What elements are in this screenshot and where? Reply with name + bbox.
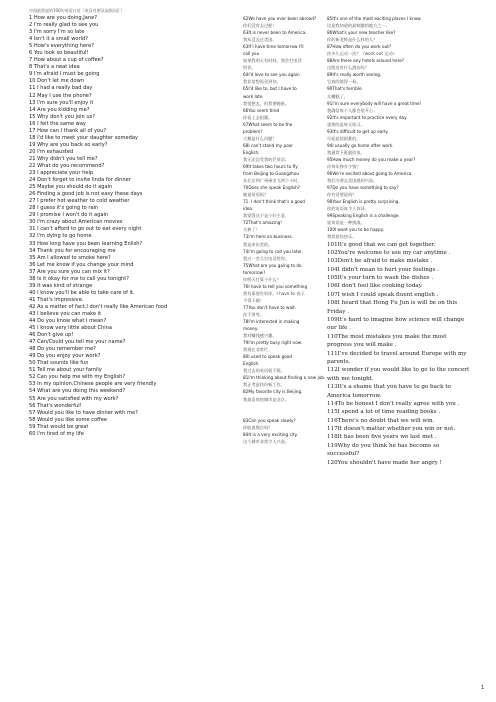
text-line: successful? — [327, 451, 360, 458]
text-line: 85It's one of the most exciting places I know. — [327, 16, 422, 21]
text-line: 给你。 — [243, 65, 256, 71]
text-line: 92It's important to practice every day. — [327, 114, 408, 120]
text-line: 8 That's a neat idea — [29, 64, 80, 71]
text-line: English. — [243, 149, 260, 155]
text-line: 29 I promise I won't do it again — [29, 212, 109, 219]
text-line: 它真的值得一看。 — [327, 79, 361, 85]
page-number: 1 — [481, 685, 485, 691]
text-line: 38 Is it okay for me to call you tonight? — [29, 275, 129, 282]
text-line: 4 Isn't it a small world? — [29, 36, 88, 43]
text-line: 71. I don't think that's a good — [243, 199, 305, 205]
text-line: 太糟糕了。 — [327, 93, 348, 99]
text-line: 108I heard that Hong Fu Jun is will be on this — [327, 300, 458, 307]
text-line: 48 Do you remember me? — [29, 346, 96, 353]
text-line: 76I have to tell you something — [243, 283, 308, 289]
text-line: 你的英语真令人惊讶。 — [327, 206, 369, 212]
text-line: 我对赚钱感兴趣。 — [243, 333, 277, 339]
text-line: 我正考虑找份新工作。 — [243, 382, 285, 388]
text-line: 37 Are you sure you can mix it? — [29, 268, 110, 275]
text-line: 太棒了！ — [243, 227, 260, 233]
text-line: 33 How long have you been learning Enlish? — [29, 240, 143, 247]
text-line: 19 Why are you back so early? — [29, 141, 108, 148]
text-line: 5 How's everything here? — [29, 43, 94, 50]
text-line: 我最喜欢的城市是北京。 — [243, 396, 290, 402]
text-line: progress you will make . — [327, 342, 397, 349]
text-line: 95How much money do you make a year? — [327, 156, 416, 162]
text-line: 她说英语吗？ — [243, 192, 269, 198]
text-line: 17 How can I thank all of you? — [29, 127, 107, 134]
text-line: 我非常想再见到你。 — [243, 79, 281, 85]
text-line: with me tonight. — [327, 375, 374, 382]
text-line: 109It's hard to imagine how science will change — [327, 317, 465, 324]
text-line: 115I spend a lot of time reading books . — [327, 409, 441, 416]
text-line: 36 Let me know if you change your mind — [29, 261, 134, 268]
text-line: 78I'm interested in making — [243, 319, 300, 325]
text-line: parents. — [327, 358, 351, 365]
text-line: money. — [243, 326, 259, 332]
text-line: 你的新老师是什么样的人？ — [327, 37, 378, 43]
text-line: 118It has been five years we last met . — [327, 434, 437, 441]
text-line: 67What seem to be the — [243, 121, 293, 127]
text-line: 这附近有什么酒店吗？ — [327, 65, 369, 71]
text-line: 46 Don't give up! — [29, 332, 74, 339]
text-line: 你能说慢点吗？ — [243, 424, 273, 430]
text-line: 102You're welcome to use my car anytime . — [327, 249, 451, 256]
text-line: 15 Why don't you join us? — [29, 113, 95, 120]
text-line: 30 I'm crazy about American movies — [29, 219, 123, 226]
text-line: 45 I know very little about China — [29, 325, 113, 332]
text-line: 120You shouldn't have made her angry ! — [327, 459, 442, 466]
text-line: 116There's no doubt that we will win. — [327, 417, 435, 424]
text-line: 86What's your new teacher like? — [327, 30, 396, 36]
text-line: 23 I appreciate your help — [29, 170, 94, 177]
text-line: 91I'm sure everybody will have a great time! — [327, 100, 422, 106]
text-line: 我通常下班就回家。 — [327, 149, 365, 155]
text-line: 110The most mistakes you make the most — [327, 333, 447, 340]
text-line: 43 I believe you can make it — [29, 310, 102, 317]
text-line: 7 How about a cup of coffee? — [29, 57, 104, 64]
text-line: 2 I'm really glad to see you — [29, 22, 99, 29]
text-line: 113It's a shame that you have to go back to — [327, 384, 451, 391]
text-line: 51 Tell me about your family — [29, 367, 102, 374]
text-line: 1 How are you doing,Jane? — [29, 15, 97, 21]
text-line: 93It's difficult to get up early. — [327, 128, 389, 134]
text-line: 54 What are you doing this weekend? — [29, 388, 126, 395]
text-line: 我是来出差的。 — [243, 241, 273, 247]
text-line: 16 I felt the same way — [29, 120, 86, 127]
text-line: 83Can you speak slowly? — [243, 417, 296, 423]
text-line: idea. — [243, 206, 254, 212]
text-line: 72That's amazing! — [243, 220, 282, 226]
text-line: 31 I can't afford to go out to eat every night — [29, 226, 142, 233]
text-line: 39 It was kind of strange — [29, 282, 93, 289]
page-header: 中国最常说的100句英语口语（英汉对照及高频词汇） — [29, 8, 125, 13]
text-line: call you — [243, 51, 260, 57]
text-line: 68I can't stand my poor — [243, 142, 293, 148]
text-line: America tomorrow. — [327, 392, 382, 399]
text-line: 我无法忍受我的烂英语。 — [243, 156, 290, 162]
text-line: 60 I'm tired of my life — [29, 430, 84, 437]
text-line: 88Are there any hotels around here? — [327, 58, 404, 64]
text-line: 77You don't have to wait. — [243, 304, 297, 310]
text-line: 53 In my opinion,Chinese people are very friendly — [29, 381, 157, 388]
text-line: 这个城市非常令人兴奋。 — [243, 438, 290, 444]
text-line: 49 Do you enjoy your work? — [29, 353, 101, 360]
text-line: 22 What do you recommend? — [29, 162, 105, 169]
text-line: tomorrow? — [243, 269, 266, 275]
text-line: 41 That's impressive. — [29, 296, 84, 303]
text-line: 如果我明天有时间，我会打电话 — [243, 58, 302, 64]
text-line — [243, 403, 317, 410]
text-line: 我过去的英语很不错。 — [243, 368, 285, 374]
text-line: 我觉得这不是个好主意。 — [243, 213, 290, 219]
text-line: 98Your English is pretty surprising. — [327, 199, 400, 205]
text-line: 79I'm pretty busy right now. — [243, 340, 303, 346]
text-line: 112I wonder if you would like to go to the concert — [327, 367, 470, 374]
text-line: 9 I'm afraid I must be going — [29, 71, 100, 78]
text-line: 11 I had a really bad day — [29, 85, 93, 92]
text-line: problem? — [243, 128, 263, 134]
text-line: 42 As a matter of fact,I don't really like American food — [29, 303, 168, 310]
text-line: 你每年挣多少钱？ — [327, 163, 361, 169]
text-line: 我从没去过美国。 — [243, 37, 277, 43]
text-line: 早起是很困难的。 — [327, 135, 361, 141]
text-line: 47 Can/Could you tell me your name? — [29, 339, 126, 346]
text-line: 我确信每个人都会很开心。 — [327, 107, 378, 113]
text-line: 56 That's wonderful! — [29, 402, 82, 409]
text-line: 74I'm going to call you later. — [243, 248, 303, 254]
column-3 — [327, 15, 473, 467]
text-line: 101It's good that we can get together. — [327, 241, 436, 248]
text-line: 你多久运动一次？（work out 运动） — [327, 51, 397, 57]
text-line: 你看上去很累。 — [243, 114, 273, 120]
text-line: 35 Am I allowed to smoke here? — [29, 254, 111, 261]
text-line: 你不用等。 — [243, 311, 264, 317]
text-line: 82My favorite city is Beijing. — [243, 389, 303, 395]
text-line: 62We have you ever been abroad? — [243, 16, 317, 21]
text-line: 80I used to speak good — [243, 354, 293, 360]
text-line: 这是我知道的最刺激的地方之一。 — [327, 23, 390, 29]
text-line: 63If I have time tomorrow I'll — [243, 44, 304, 50]
text-line: 105It's your turn to wash the dishes . — [327, 275, 434, 282]
text-line: 90That's terrible. — [327, 86, 363, 92]
text-line: 73I'm here on business. — [243, 234, 294, 240]
text-line: 44 Do you know what I mean? — [29, 318, 107, 325]
text-line: 75What are you going to do — [243, 262, 302, 268]
text-line: 96We're excited about going to America. — [327, 171, 413, 177]
text-line: 34 Thank you for encouraging me — [29, 247, 116, 254]
text-line: 65I'd like to, but I have to — [243, 86, 297, 92]
text-line: 84It is a very exciting city. — [243, 431, 298, 437]
column-2 — [243, 15, 326, 445]
text-line: 103Don't be afraid to make mistake . — [327, 258, 433, 265]
text-line: 87How often do you work out? — [327, 44, 392, 50]
text-line: 104I didn't mean to hurt your feelings . — [327, 266, 439, 273]
text-line — [243, 410, 317, 417]
text-line: 40 I know you'll be able to take care of it. — [29, 289, 135, 296]
text-line: 我过一会儿打电话给你。 — [243, 255, 290, 261]
text-line: 12 May I use the phone? — [29, 92, 92, 99]
text-line: 你们没有去过呢！ — [243, 23, 277, 29]
text-line: 6 You look so beautiful! — [29, 50, 89, 57]
text-line: 117It doesn't matter whether you win or not. — [327, 426, 456, 433]
text-line: 重要的是每天练习。 — [327, 121, 365, 127]
text-line: 100I want you to be happy. — [327, 227, 385, 233]
text-line: 50 That sounds like fun — [29, 360, 89, 367]
text-line: 我希望你快乐。 — [327, 234, 357, 240]
text-line: 107I wish I could speak fluent english . — [327, 291, 439, 298]
text-line: 从北京到广州乘坐飞两个小时。 — [243, 178, 302, 184]
text-line: 66You seem tired — [243, 107, 280, 113]
text-line: 70Does she speak English? — [243, 185, 301, 191]
text-line: 89It's really worth seeing. — [327, 72, 382, 78]
text-line: 106I don't feel like cooking today. — [327, 283, 423, 290]
text-line: 27 I prefer hot weather to cold weather — [29, 198, 130, 205]
text-line: 111I've decided to travel around Europe with my — [327, 350, 467, 357]
text-line: from Beijing to Guangzhou — [243, 171, 300, 177]
text-line: 20 I'm exhausted — [29, 148, 74, 155]
text-line: 97Do you have something to say? — [327, 185, 399, 191]
text-line: 64I'd love to see you again — [243, 72, 300, 78]
text-line: 3 I'm sorry I'm so late — [29, 29, 85, 36]
column-1 — [29, 15, 234, 438]
text-line: 我现在非常忙。 — [243, 347, 273, 353]
text-line: 21 Why didn't you tell me? — [29, 155, 98, 162]
text-line: 大概是什么问题？ — [243, 135, 277, 141]
text-line: 我们为要去美国感到兴奋。 — [327, 178, 378, 184]
text-line: 你明天打算干什么？ — [243, 276, 281, 282]
text-line: 55 Are you satisfied with my work? — [29, 395, 119, 402]
text-line: 69It takes two hours to fly — [243, 163, 298, 169]
text-line: 18 I'd like to meet your daughter someday — [29, 134, 138, 141]
text-line: 52 Can you help me with my English? — [29, 374, 126, 381]
text-line: 25 Maybe you should do it again — [29, 184, 113, 191]
text-line: 26 Finding a good job is not easy these days — [29, 191, 143, 198]
text-line: 114To be honest I don't really agree with you . — [327, 400, 460, 407]
text-line: 32 I'm dying to go home — [29, 233, 92, 240]
text-line: 99Speaking English is a challenge. — [327, 213, 400, 219]
text-line: 14 Are you kidding me? — [29, 106, 90, 113]
text-line: 不得不做！ — [243, 297, 264, 303]
text-line: English. — [243, 361, 260, 367]
text-line: 我有事要告诉你。I have to 表示 — [243, 290, 305, 296]
text-line: 你有话要说吗？ — [327, 192, 357, 198]
text-line: 58 Would you like some coffee — [29, 416, 107, 423]
text-line: 24 Don't forget to invite linda for dinner — [29, 177, 131, 184]
text-line: 28 I guess it's going to rain — [29, 205, 99, 212]
text-line: 63It is never been to America. — [243, 30, 307, 36]
text-line: 81I'm thinking about finding a new job. — [243, 375, 326, 381]
text-line: our life . — [327, 325, 351, 332]
text-line: 10 Don't let me down — [29, 78, 85, 85]
text-line: 59 That would be great — [29, 423, 89, 430]
text-line: 我很想去，但我要晚班。 — [243, 100, 290, 106]
text-line: 94I usually go home after work. — [327, 142, 394, 148]
text-line: work late. — [243, 93, 264, 99]
text-line: Friday . — [327, 308, 349, 315]
text-line: 说英语是一种挑战。 — [327, 220, 365, 226]
text-line: 119Why do you think he has become so — [327, 442, 440, 449]
text-line: 57 Would you like to have dinner with me? — [29, 409, 138, 416]
text-line: 13 I'm sure you'll enjoy it — [29, 99, 94, 106]
